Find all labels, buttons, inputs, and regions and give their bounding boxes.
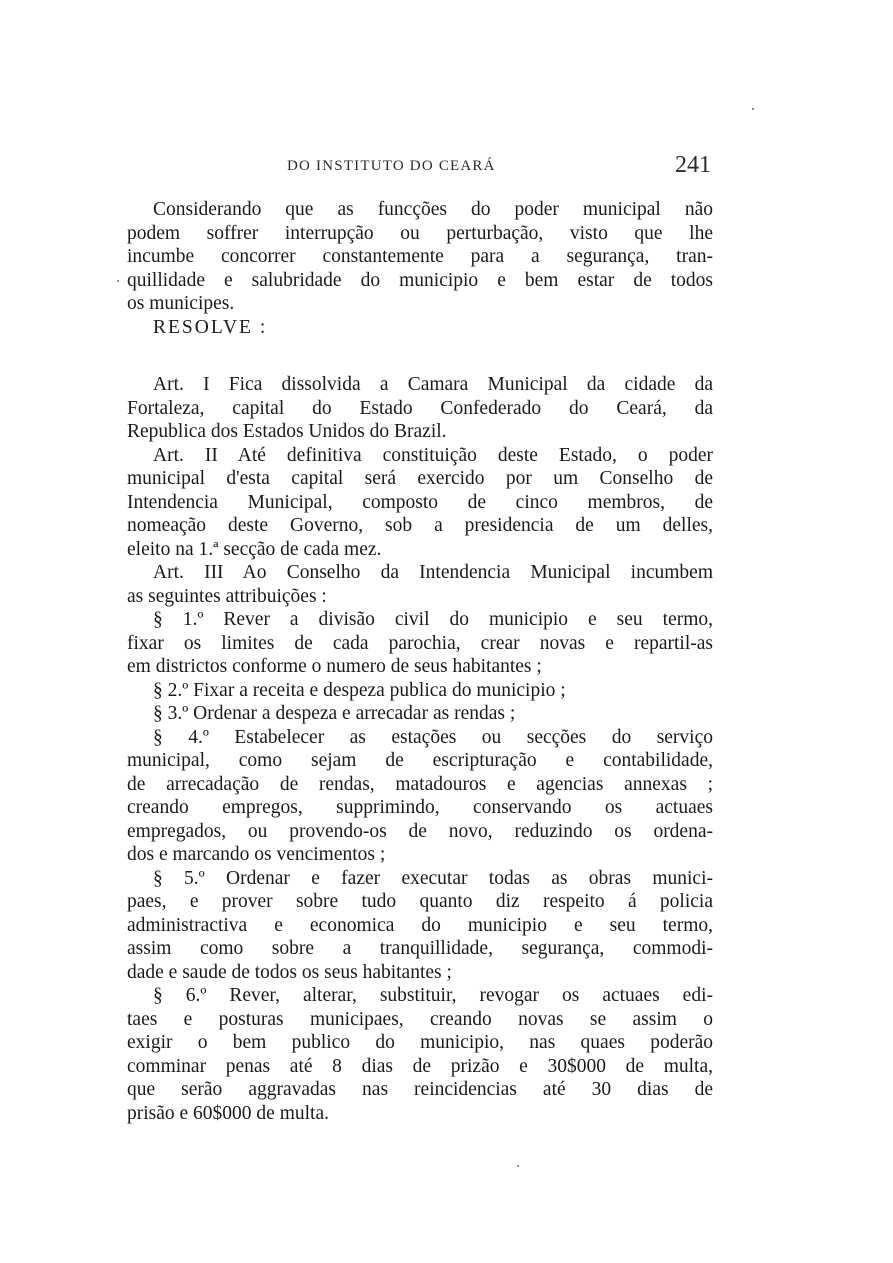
text-line: Art. I Fica dissolvida a Camara Municipal da cidade da — [153, 374, 713, 395]
paragraph-resolve — [127, 316, 713, 340]
text-line: municipal, como sejam de escripturação e contabilidade, — [127, 750, 713, 771]
page-number: 241 — [675, 152, 711, 178]
paragraph-section-6 — [127, 984, 713, 1125]
text-line: § 2.º Fixar a receita e despeza publica do municipio ; — [153, 679, 566, 701]
text-line: os municipes. — [127, 293, 235, 314]
paragraph-gap — [127, 339, 713, 373]
resolve-heading: RESOLVE : — [153, 316, 268, 338]
text-line: § 6.º Rever, alterar, substituir, revogar os actuaes edi- — [153, 985, 713, 1006]
text-line: fixar os limites de cada parochia, crear novas e repartil-as — [127, 632, 713, 654]
text-line: dade e saude de todos os seus habitantes ; — [127, 961, 452, 983]
text-line: podem soffrer interrupção ou perturbação, visto que lhe — [127, 222, 713, 244]
text-line: creando empregos, supprimindo, conservando os actuaes — [127, 797, 713, 818]
text-line: que serão aggravadas nas reincidencias até 30 dias de — [127, 1079, 713, 1100]
text-line: quillidade e salubridade do municipio e bem estar de todos — [127, 269, 713, 291]
text-line: dos e marcando os vencimentos ; — [127, 844, 386, 865]
text-line: em districtos conforme o numero de seus habitantes ; — [127, 656, 542, 677]
text-line: Art. II Até definitiva constituição deste Estado, o poder — [153, 444, 713, 466]
text-line: Considerando que as funcções do poder municipal não — [153, 199, 713, 220]
text-line: empregados, ou provendo-os de novo, reduzindo os ordena- — [127, 820, 713, 842]
paragraph-section-5 — [127, 867, 713, 985]
text-line: prisão e 60$000 de multa. — [127, 1102, 329, 1124]
text-line: exigir o bem publico do municipio, nas quaes poderão — [127, 1032, 713, 1053]
text-line: Art. III Ao Conselho da Intendencia Municipal incumbem — [153, 562, 713, 583]
text-line: incumbe concorrer constantemente para a segurança, tran- — [127, 246, 713, 267]
text-line: § 4.º Estabelecer as estações ou secções do serviço — [153, 726, 713, 748]
scan-speck — [117, 280, 119, 282]
scan-speck — [752, 108, 754, 110]
paragraph-section-2 — [127, 679, 713, 703]
text-line: administractiva e economica do municipio e seu termo, — [127, 914, 713, 936]
paragraph-considerando — [127, 198, 713, 316]
text-line: eleito na 1.ª secção de cada mez. — [127, 538, 382, 560]
text-line: de arrecadação de rendas, matadouros e agencias annexas ; — [127, 773, 713, 795]
paragraph-article-1 — [127, 373, 713, 444]
text-line: comminar penas até 8 dias de prizão e 30$000 de multa, — [127, 1055, 713, 1077]
text-line: paes, e prover sobre tudo quanto diz respeito á policia — [127, 891, 713, 912]
scan-speck — [517, 1165, 519, 1167]
text-line: Intendencia Municipal, composto de cinco membros, de — [127, 491, 713, 513]
running-head — [127, 152, 713, 182]
text-line: Republica dos Estados Unidos do Brazil. — [127, 421, 447, 442]
body-text — [127, 198, 713, 1125]
text-line: municipal d'esta capital será exercido por um Conselho de — [127, 468, 713, 489]
text-line: assim como sobre a tranquillidade, segurança, commodi- — [127, 938, 713, 959]
text-line: § 5.º Ordenar e fazer executar todas as obras munici- — [153, 867, 713, 889]
paragraph-article-2 — [127, 444, 713, 562]
paragraph-article-3 — [127, 561, 713, 608]
running-title: DO INSTITUTO DO CEARÁ — [287, 158, 496, 174]
paragraph-section-4 — [127, 726, 713, 867]
text-line: § 1.º Rever a divisão civil do municipio e seu termo, — [153, 609, 713, 630]
text-line: taes e posturas municipaes, creando novas se assim o — [127, 1008, 713, 1030]
paragraph-section-3 — [127, 702, 713, 726]
paragraph-section-1 — [127, 608, 713, 679]
text-line: Fortaleza, capital do Estado Confederado do Ceará, da — [127, 397, 713, 419]
text-line: as seguintes attribuições : — [127, 585, 327, 607]
text-line: § 3.º Ordenar a despeza e arrecadar as rendas ; — [153, 703, 516, 724]
text-line: nomeação deste Governo, sob a presidencia de um delles, — [127, 515, 713, 536]
